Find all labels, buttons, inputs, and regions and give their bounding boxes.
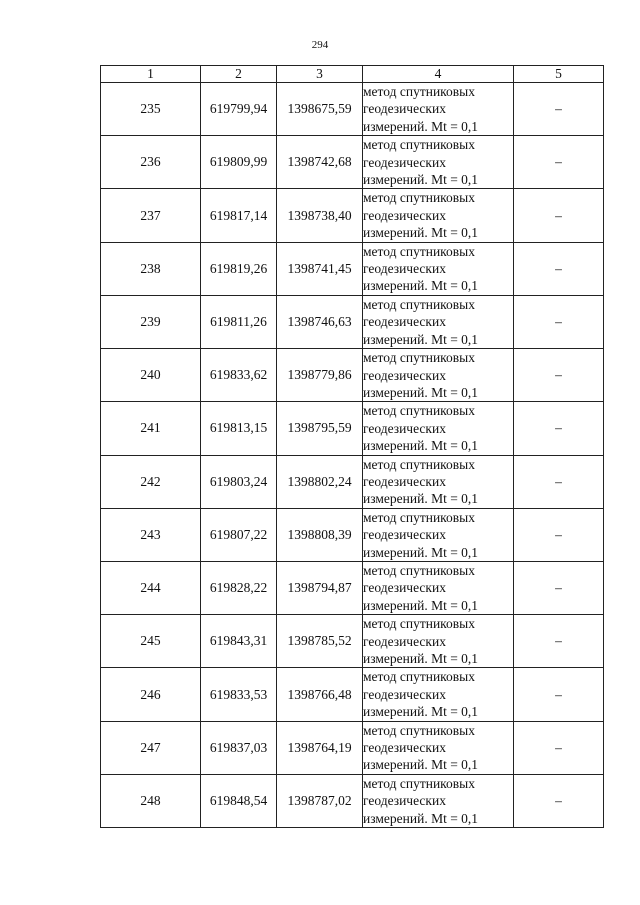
method-line: измерений. Mt = 0,1 [363, 172, 479, 188]
x-coordinate-cell: 619811,26 [201, 295, 277, 348]
note-cell: – [514, 349, 604, 402]
point-number-cell: 238 [101, 242, 201, 295]
table-row [101, 189, 604, 242]
method-line: измерений. Mt = 0,1 [363, 757, 479, 773]
note-cell: – [514, 136, 604, 189]
method-line: метод спутниковых [363, 137, 475, 153]
method-line: измерений. Mt = 0,1 [363, 810, 479, 826]
point-number-cell: 241 [101, 402, 201, 455]
table-row [101, 136, 604, 189]
method-line: геодезических [363, 527, 446, 543]
method-cell [363, 349, 514, 402]
method-cell [363, 242, 514, 295]
method-line: геодезических [363, 420, 446, 436]
method-line: геодезических [363, 261, 446, 277]
point-number-cell: 243 [101, 508, 201, 561]
method-cell [363, 774, 514, 827]
method-line: геодезических [363, 580, 446, 596]
method-line: метод спутниковых [363, 722, 475, 738]
table-row [101, 295, 604, 348]
method-cell [363, 189, 514, 242]
note-cell: – [514, 189, 604, 242]
x-coordinate-cell: 619803,24 [201, 455, 277, 508]
table-row [101, 561, 604, 614]
header-col-3: 3 [277, 66, 363, 83]
method-line: метод спутниковых [363, 296, 475, 312]
table-row [101, 83, 604, 136]
note-cell: – [514, 721, 604, 774]
point-number-cell: 242 [101, 455, 201, 508]
method-cell [363, 295, 514, 348]
method-line: измерений. Mt = 0,1 [363, 438, 479, 454]
x-coordinate-cell: 619833,62 [201, 349, 277, 402]
method-cell [363, 83, 514, 136]
note-cell: – [514, 295, 604, 348]
y-coordinate-cell: 1398742,68 [277, 136, 363, 189]
method-cell [363, 668, 514, 721]
y-coordinate-cell: 1398741,45 [277, 242, 363, 295]
method-line: метод спутниковых [363, 243, 475, 259]
method-line: метод спутниковых [363, 84, 475, 99]
table-row [101, 242, 604, 295]
table-row [101, 615, 604, 668]
method-line: измерений. Mt = 0,1 [363, 384, 479, 400]
method-line: измерений. Mt = 0,1 [363, 704, 479, 720]
point-number-cell: 248 [101, 774, 201, 827]
coordinates-table [100, 65, 604, 828]
method-line: измерений. Mt = 0,1 [363, 278, 479, 294]
page-number: 294 [311, 39, 329, 51]
method-line: геодезических [363, 154, 446, 170]
method-line: метод спутниковых [363, 403, 475, 419]
header-col-4: 4 [363, 66, 514, 83]
method-line: измерений. Mt = 0,1 [363, 544, 479, 560]
note-cell: – [514, 774, 604, 827]
x-coordinate-cell: 619819,26 [201, 242, 277, 295]
table-header-row [101, 66, 604, 83]
point-number-cell: 236 [101, 136, 201, 189]
note-cell: – [514, 508, 604, 561]
method-line: измерений. Mt = 0,1 [363, 225, 479, 241]
y-coordinate-cell: 1398802,24 [277, 455, 363, 508]
x-coordinate-cell: 619833,53 [201, 668, 277, 721]
point-number-cell: 245 [101, 615, 201, 668]
method-line: геодезических [363, 101, 446, 117]
note-cell: – [514, 83, 604, 136]
method-cell [363, 561, 514, 614]
method-cell [363, 721, 514, 774]
table-row [101, 721, 604, 774]
table-row [101, 668, 604, 721]
x-coordinate-cell: 619848,54 [201, 774, 277, 827]
y-coordinate-cell: 1398766,48 [277, 668, 363, 721]
note-cell: – [514, 242, 604, 295]
x-coordinate-cell: 619809,99 [201, 136, 277, 189]
y-coordinate-cell: 1398795,59 [277, 402, 363, 455]
method-line: метод спутниковых [363, 775, 475, 791]
note-cell: – [514, 402, 604, 455]
method-line: измерений. Mt = 0,1 [363, 491, 479, 507]
method-cell [363, 455, 514, 508]
note-cell: – [514, 668, 604, 721]
method-line: измерений. Mt = 0,1 [363, 651, 479, 666]
point-number-cell: 247 [101, 721, 201, 774]
table-body [101, 83, 604, 828]
table-row [101, 455, 604, 508]
x-coordinate-cell: 619813,15 [201, 402, 277, 455]
method-line: метод спутниковых [363, 616, 475, 632]
note-cell: – [514, 615, 604, 668]
x-coordinate-cell: 619807,22 [201, 508, 277, 561]
x-coordinate-cell: 619828,22 [201, 561, 277, 614]
x-coordinate-cell: 619817,14 [201, 189, 277, 242]
y-coordinate-cell: 1398746,63 [277, 295, 363, 348]
method-line: геодезических [363, 367, 446, 383]
header-col-1: 1 [101, 66, 201, 83]
point-number-cell: 239 [101, 295, 201, 348]
note-cell: – [514, 455, 604, 508]
method-line: измерений. Mt = 0,1 [363, 331, 479, 347]
method-line: геодезических [363, 207, 446, 223]
point-number-cell: 246 [101, 668, 201, 721]
point-number-cell: 235 [101, 83, 201, 136]
x-coordinate-cell: 619837,03 [201, 721, 277, 774]
table-row [101, 349, 604, 402]
point-number-cell: 244 [101, 561, 201, 614]
point-number-cell: 240 [101, 349, 201, 402]
y-coordinate-cell: 1398738,40 [277, 189, 363, 242]
method-line: геодезических [363, 633, 446, 649]
method-line: метод спутниковых [363, 669, 475, 685]
method-line: геодезических [363, 793, 446, 809]
x-coordinate-cell: 619843,31 [201, 615, 277, 668]
method-line: измерений. Mt = 0,1 [363, 597, 479, 613]
x-coordinate-cell: 619799,94 [201, 83, 277, 136]
method-line: геодезических [363, 740, 446, 756]
y-coordinate-cell: 1398787,02 [277, 774, 363, 827]
method-line: метод спутниковых [363, 190, 475, 206]
method-line: геодезических [363, 686, 446, 702]
y-coordinate-cell: 1398794,87 [277, 561, 363, 614]
method-cell [363, 508, 514, 561]
header-col-2: 2 [201, 66, 277, 83]
method-line: геодезических [363, 314, 446, 330]
table-row [101, 402, 604, 455]
y-coordinate-cell: 1398764,19 [277, 721, 363, 774]
note-cell: – [514, 561, 604, 614]
method-cell [363, 402, 514, 455]
y-coordinate-cell: 1398808,39 [277, 508, 363, 561]
y-coordinate-cell: 1398779,86 [277, 349, 363, 402]
method-line: геодезических [363, 473, 446, 489]
method-line: метод спутниковых [363, 509, 475, 525]
point-number-cell: 237 [101, 189, 201, 242]
method-line: измерений. Mt = 0,1 [363, 118, 479, 134]
method-line: метод спутниковых [363, 562, 475, 578]
y-coordinate-cell: 1398675,59 [277, 83, 363, 136]
header-col-5: 5 [514, 66, 604, 83]
method-cell [363, 615, 514, 668]
method-cell [363, 136, 514, 189]
y-coordinate-cell: 1398785,52 [277, 615, 363, 668]
method-line: метод спутниковых [363, 350, 475, 366]
table-row [101, 508, 604, 561]
method-line: метод спутниковых [363, 456, 475, 472]
table-row [101, 774, 604, 827]
